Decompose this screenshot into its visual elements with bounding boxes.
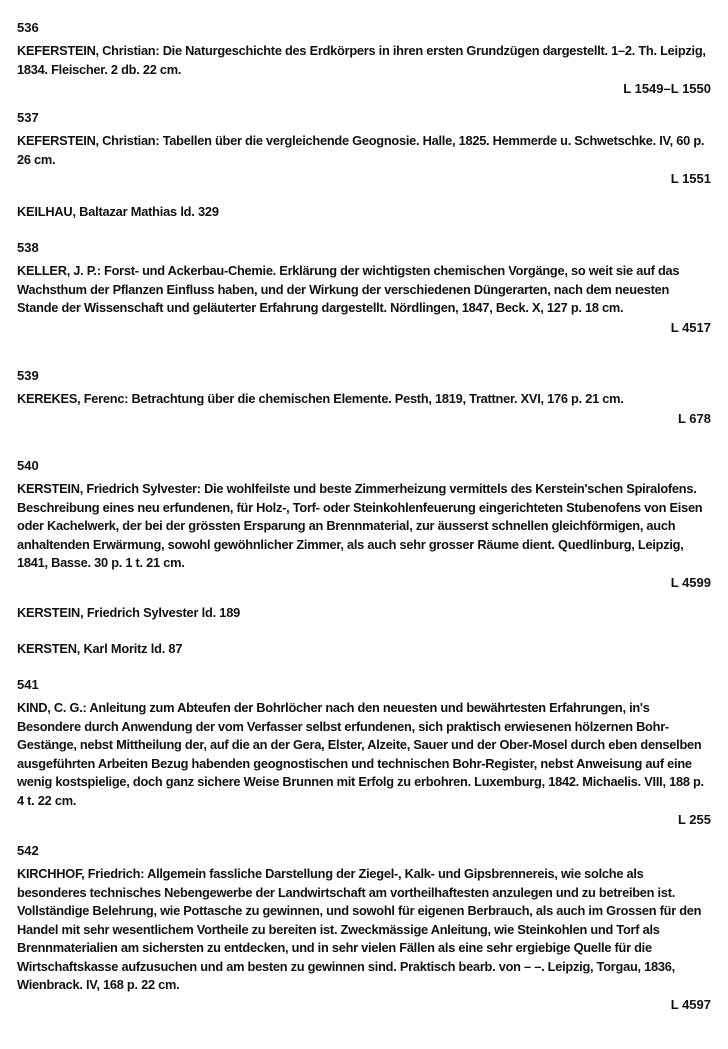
shelf-signature: L 4597: [670, 996, 711, 1012]
shelf-signature: L 255: [677, 812, 711, 827]
entry-description: KEFERSTEIN, Christian: Die Naturgeschichte des Erdkörpers in ihren ersten Grundzügen dargestellt. 1–2. Th. Leipzig, 1834. Fleischer. 2 db. 22 cm.: [17, 43, 706, 77]
shelf-signature: L 4599: [670, 574, 711, 590]
entry-number: 541: [17, 677, 39, 692]
entry-number: 538: [17, 240, 39, 255]
shelf-signature: L 1549–L 1550: [623, 81, 711, 96]
cross-reference-kerstein: KERSTEIN, Friedrich Sylvester ld. 189: [17, 605, 241, 620]
entry-description: KERSTEIN, Friedrich Sylvester: Die wohlfeilste und beste Zimmerheizung vermittels des Kerstein'schen Spiralofens. Beschreibung eines neu erfundenen, für Holz-, Torf- oder Steinkohlenfeuerung eingerichteten Stubenofens von Eisen oder Kachelwerk, der bei der grössten Ersparung an Brennmaterial, zur äusserst schnellen gleichförmigen, auch anhaltenden Erwärmung, sowohl gewöhnlicher Zimmer, als auch sehr grosser Räume dient. Quedlinburg, Leipzig, 1841, Basse. 30 p. 1 t. 21 cm.: [17, 481, 703, 570]
entry-number: 539: [17, 368, 39, 383]
catalog-entry-542: [17, 843, 713, 1013]
entry-description: KIRCHHOF, Friedrich: Allgemein fassliche Darstellung der Ziegel-, Kalk- und Gipsbrennereis, wie solche als besonderes technisches Nebengewerbe der Landwirtschaft am vortheilhaftesten anzulegen und zu betreiben ist. Vollständige Belehrung, wie Pottasche zu gewinnen, und sowohl für eigenen Berbrauch, als auch im Grossen für den Handel mit sehr wesentlichem Vortheile zu bereiten ist. Zweckmässige Anleitung, wie Steinkohlen und Torf als Brennmaterialien am sichersten zu entdecken, und in sehr vielen Fällen als eine sehr ergiebige Quelle für die Wirtschaftskasse aufzusuchen und am besten zu gewinnen sind. Praktisch bearb. von – –. Leipzig, Torgau, 1836, Wienbrack. IV, 168 p. 22 cm.: [17, 866, 702, 992]
shelf-signature: L 1551: [670, 171, 711, 186]
catalog-entry-538: [17, 240, 713, 336]
entry-description: KELLER, J. P.: Forst- und Ackerbau-Chemie. Erklärung der wichtigsten chemischen Vorgänge, so weit sie auf das Wachsthum der Pflanzen Einfluss haben, und der Wirkung der verschiedenen Düngerarten, nach dem neuesten Stande der Wissenschaft und geläuterter Erfahrung dargestellt. Nördlingen, 1847, Beck. X, 127 p. 18 cm.: [17, 263, 680, 315]
catalog-entry-537: [17, 110, 713, 187]
entry-description: KIND, C. G.: Anleitung zum Abteufen der Bohrlöcher nach den neuesten und bewährtesten Erfahrungen, in's Besondere durch Anwendung der vom Verfasser selbst erfundenen, sich praktisch erwiesenen hölzernen Bohr-Gestänge, nebst Mittheilung der, auf die an der Gera, Elster, Alzeite, Sauer und der Ober-Mosel durch eben denselben ausgeführten Arbeiten Bezug habenden geognostischen und technischen Bohr-Register, nebst Anweisung auf eine wenig kostspielige, doch ganz sichere Weise Brunnen mit Erfolg zu erbohren. Luxemburg, 1842. Michaelis. VIII, 188 p. 4 t. 22 cm.: [17, 700, 704, 808]
cross-reference-keilhau: KEILHAU, Baltazar Mathias ld. 329: [17, 204, 219, 219]
entry-description: KEREKES, Ferenc: Betrachtung über die chemischen Elemente. Pesth, 1819, Trattner. XVI, 176 p. 21 cm.: [17, 391, 624, 406]
entry-number: 542: [17, 843, 39, 858]
catalog-entry-539: [17, 368, 713, 427]
entry-description: KEFERSTEIN, Christian: Tabellen über die vergleichende Geognosie. Halle, 1825. Hemmerde u. Schwetschke. IV, 60 p. 26 cm.: [17, 133, 705, 167]
entry-number: 537: [17, 110, 39, 125]
shelf-signature: L 4517: [670, 319, 711, 335]
shelf-signature: L 678: [677, 410, 711, 426]
catalog-entry-541: [17, 677, 713, 828]
catalog-entry-536: [17, 20, 713, 97]
entry-number: 536: [17, 20, 39, 35]
catalog-entry-540: [17, 458, 713, 591]
cross-reference-kersten: KERSTEN, Karl Moritz ld. 87: [17, 641, 183, 656]
entry-number: 540: [17, 458, 39, 473]
